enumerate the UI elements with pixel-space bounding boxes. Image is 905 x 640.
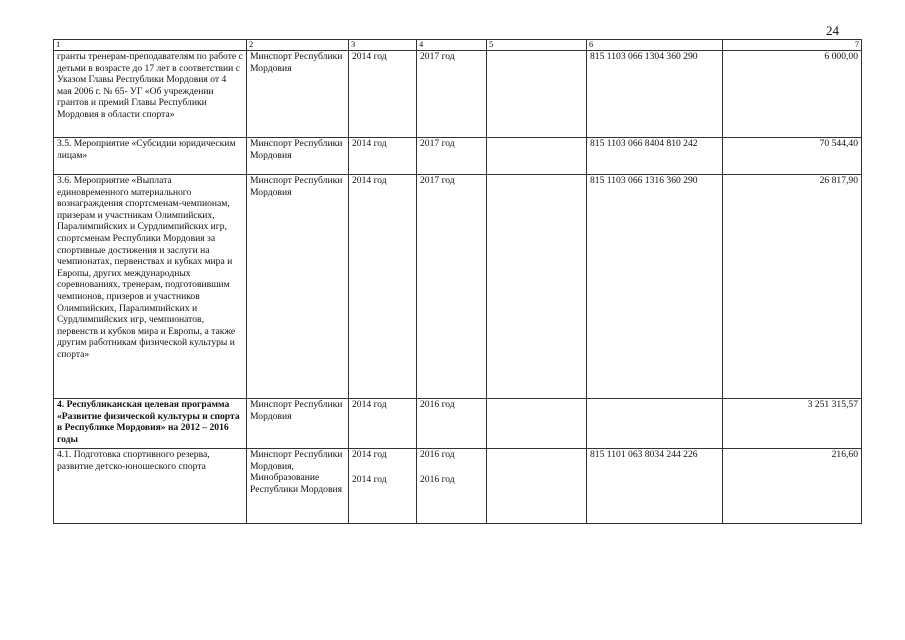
column-number: 6: [587, 40, 723, 51]
end-year-cell: 2017 год: [417, 51, 487, 138]
amount-cell: 6 000,00: [723, 51, 862, 138]
budget-code-cell: 815 1103 066 1316 360 290: [587, 175, 723, 399]
executor-cell: Минспорт Республики Мордовия: [247, 51, 349, 138]
program-name-cell: 4. Республиканская целевая программа «Развитие физической культуры и спорта в Республике Мордовия» на 2012 – 2016 годы: [54, 399, 247, 449]
measure-name-cell: гранты тренерам-преподавателям по работе с детьми в возрасте до 17 лет в соответствии с Указом Главы Республики Мордовия от 4 мая 2006 г. № 65- УГ «Об учреждении грантов и премий Главы Республики Мордовия в области спорта»: [54, 51, 247, 138]
table-row: [54, 51, 862, 138]
column-number: 7: [723, 40, 862, 51]
measure-name-cell: 3.6. Мероприятие «Выплата единовременного материального вознаграждения спортсменам-чемпионам, призерам и участникам Олимпийских, Паралимпийских и Сурдлимпийских игр, спортсменам Республики Мордовия за спортивные достижения и заслуги на чемпионатах, первенствах и кубках мира и Европы, других международных соревнованиях, тренерам, подготовившим чемпионов, призеров и участников Олимпийских, Паралимпийских и Сурдлимпийских игр, чемпионатов, первенств и кубков мира и Европы, а также другим работникам физической культуры и спорта»: [54, 175, 247, 399]
start-year-cell: 2014 год: [349, 175, 417, 399]
end-year-primary: 2016 год: [420, 449, 455, 460]
empty-cell: [487, 175, 587, 399]
executor-cell: Минспорт Республики Мордовия: [247, 138, 349, 175]
table-row: [54, 449, 862, 524]
end-year-cell: 2017 год: [417, 175, 487, 399]
measure-name-cell: 3.5. Мероприятие «Субсидии юридическим лицам»: [54, 138, 247, 175]
start-year-cell: 2014 год: [349, 138, 417, 175]
empty-cell: [487, 138, 587, 175]
budget-code-cell: [587, 399, 723, 449]
amount-cell: 216,60: [723, 449, 862, 524]
start-year-secondary: 2014 год: [352, 473, 387, 485]
budget-code-cell: 815 1103 066 1304 360 290: [587, 51, 723, 138]
executor-primary: Минспорт Республики Мордовия,: [250, 449, 343, 472]
page-number: 24: [826, 23, 839, 38]
budget-code-cell: 815 1101 063 8034 244 226: [587, 449, 723, 524]
column-number-row: [54, 40, 862, 51]
executor-cell: Минспорт Республики Мордовия: [247, 175, 349, 399]
empty-cell: [487, 449, 587, 524]
start-year-cell: 2014 год: [349, 51, 417, 138]
end-year-cell: [417, 449, 487, 524]
empty-cell: [487, 51, 587, 138]
start-year-primary: 2014 год: [352, 449, 387, 460]
amount-cell: 3 251 315,57: [723, 399, 862, 449]
column-number: 4: [417, 40, 487, 51]
executor-secondary: Минобразование Республики Мордовия: [250, 472, 343, 495]
empty-cell: [487, 399, 587, 449]
start-year-cell: 2014 год: [349, 399, 417, 449]
table-row: [54, 138, 862, 175]
amount-cell: 26 817,90: [723, 175, 862, 399]
budget-table: [53, 39, 862, 524]
column-number: 2: [247, 40, 349, 51]
end-year-cell: 2016 год: [417, 399, 487, 449]
budget-code-cell: 815 1103 066 8404 810 242: [587, 138, 723, 175]
table-row: [54, 399, 862, 449]
measure-name-cell: 4.1. Подготовка спортивного резерва, развитие детско-юношеского спорта: [54, 449, 247, 524]
end-year-cell: 2017 год: [417, 138, 487, 175]
executor-cell: Минспорт Республики Мордовия: [247, 399, 349, 449]
column-number: 3: [349, 40, 417, 51]
column-number: 5: [487, 40, 587, 51]
table-row: [54, 175, 862, 399]
end-year-secondary: 2016 год: [420, 473, 455, 485]
start-year-cell: [349, 449, 417, 524]
executor-cell: [247, 449, 349, 524]
amount-cell: 70 544,40: [723, 138, 862, 175]
column-number: 1: [54, 40, 247, 51]
